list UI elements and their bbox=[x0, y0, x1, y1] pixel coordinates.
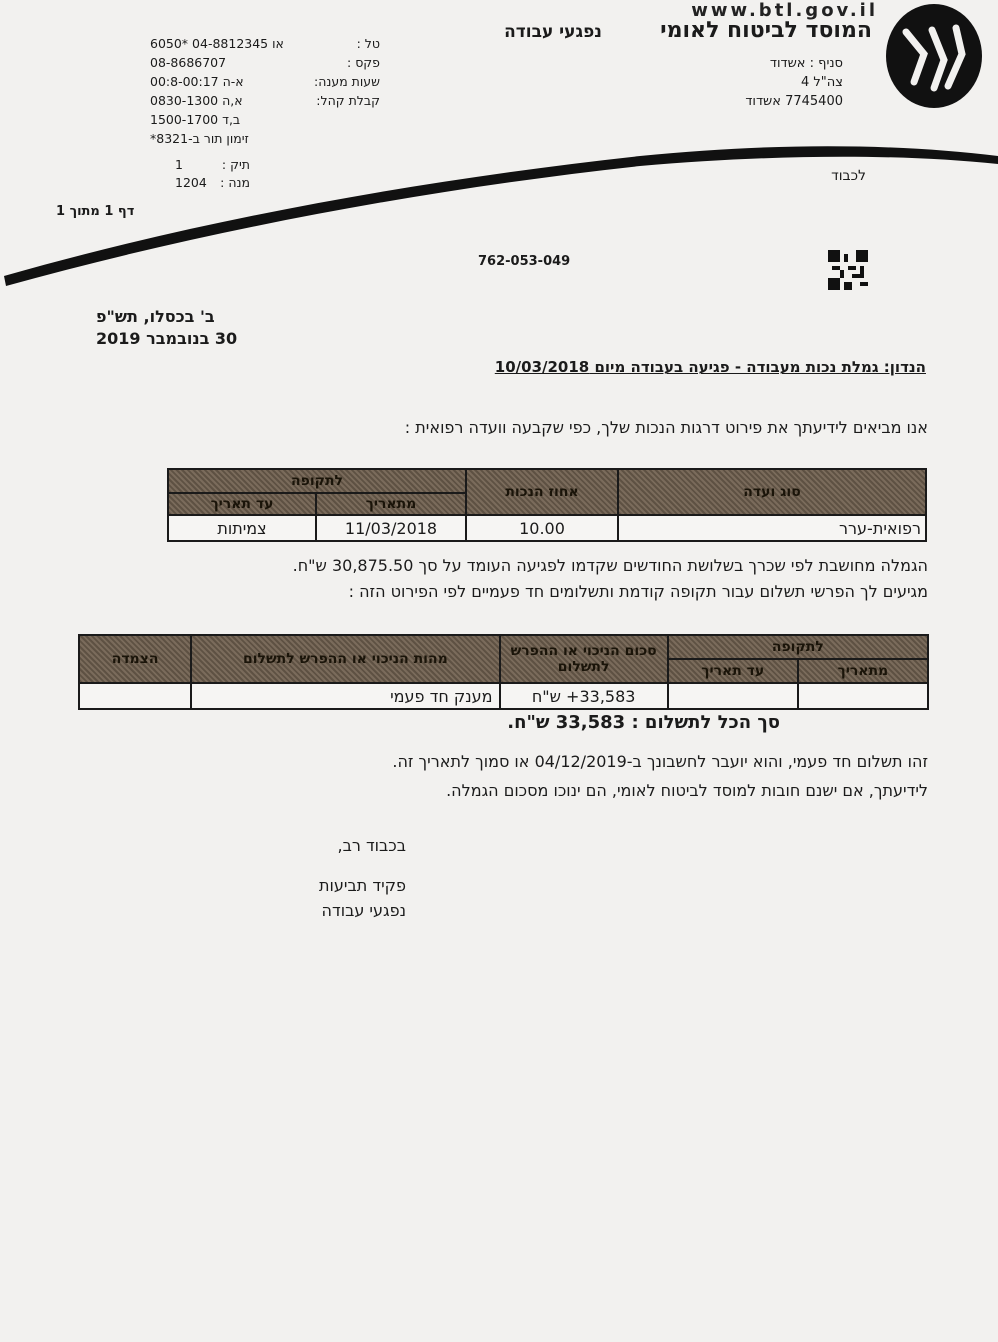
header-amount: סכום הניכוי או ההפרש לתשלום bbox=[500, 635, 668, 683]
letter-dates bbox=[96, 306, 237, 350]
file-value: 1 bbox=[175, 157, 183, 172]
debts-notice-text: לידיעתך, אם ישנם חובות למוסד לביטוח לאומי, הם ינוכו מסכום הגמלה. bbox=[446, 781, 928, 800]
contact-label: קבלת קהל: bbox=[316, 93, 380, 108]
contact-label: טל : bbox=[356, 36, 380, 51]
contact-value: א-ה 00:8-00:17 bbox=[150, 74, 244, 89]
department-name: נפגעי עבודה bbox=[504, 22, 602, 42]
contact-value: א,ה 0830-1300 bbox=[150, 93, 243, 108]
closing-text: בכבוד רב, bbox=[337, 836, 406, 855]
cell-to-date bbox=[668, 683, 798, 709]
recipient-salutation: לכבוד bbox=[831, 168, 866, 184]
salary-basis-text: הגמלה מחושבת לפי שכרך בשלושת החודשים שקדמו לפגיעה העומד על סך 30,875.50 ש"ח. bbox=[292, 556, 928, 575]
qr-code-icon bbox=[828, 250, 868, 290]
cell-to-date: צמיתות bbox=[168, 515, 316, 541]
contact-value: ב,ד 1500-1700 bbox=[150, 112, 241, 127]
contact-row bbox=[150, 53, 380, 72]
cell-percent: 10.00 bbox=[466, 515, 618, 541]
contact-value: זימון תור ב-8321* bbox=[150, 131, 249, 146]
cell-amount: 33,583+ ש"ח bbox=[500, 683, 668, 709]
branch-line: 7745400 אשדוד bbox=[745, 94, 843, 109]
header-period: לתקופה bbox=[168, 469, 466, 493]
header-committee-type: סוג ועדה bbox=[618, 469, 926, 515]
org-name: המוסד לביטוח לאומי bbox=[660, 18, 872, 43]
gregorian-date: 30 בנובמבר 2019 bbox=[96, 329, 238, 348]
table-row bbox=[79, 683, 928, 709]
payment-date-text: זהו תשלום חד פעמי, והוא יועבר לחשבונך ב-04/12/2019 או סמוך לתאריך זה. bbox=[392, 752, 928, 771]
header-percent: אחוז הנכות bbox=[466, 469, 618, 515]
btl-logo-icon bbox=[884, 2, 984, 110]
branch-address bbox=[745, 54, 843, 111]
disability-table bbox=[167, 468, 927, 542]
cell-from-date: 11/03/2018 bbox=[316, 515, 466, 541]
contact-row bbox=[150, 91, 380, 110]
cell-nature: מענק חד פעמי bbox=[191, 683, 499, 709]
contact-row bbox=[150, 34, 380, 53]
cell-committee-type: רפואית-ערר bbox=[618, 515, 926, 541]
table-row bbox=[168, 515, 926, 541]
header-nature: מהות הניכוי או ההפרש לתשלום bbox=[191, 635, 499, 683]
signer-department: נפגעי עבודה bbox=[321, 901, 406, 920]
signer-title: פקיד תביעות bbox=[319, 876, 406, 895]
contact-row bbox=[150, 72, 380, 91]
branch-line: צה"ל 4 bbox=[801, 75, 843, 90]
website-url: www.btl.gov.il bbox=[691, 0, 878, 21]
intro-text: אנו מביאים לידיעתך את פירוט דרגות הנכות שלך, כפי שקבעה וועדה רפואית : bbox=[404, 418, 928, 437]
cell-linkage bbox=[79, 683, 191, 709]
file-value: 1204 bbox=[175, 175, 207, 190]
cell-from-date bbox=[798, 683, 928, 709]
header-to-date: עד תאריך bbox=[168, 493, 316, 515]
header-from-date: מתאריך bbox=[316, 493, 466, 515]
page-number: דף 1 מתוך 1 bbox=[56, 204, 135, 219]
letter-subject: הנדון: גמלת נכות מעבודה - פגיעה בעבודה מיום 10/03/2018 bbox=[494, 358, 926, 376]
branch-line: סניף : אשדוד bbox=[769, 56, 843, 71]
hebrew-date: ב' בכסלו, תש"פ bbox=[96, 307, 215, 326]
contact-label: שעות מענה: bbox=[314, 74, 380, 89]
total-payment: סך הכל לתשלום : 33,583 ש"ח. bbox=[507, 712, 780, 733]
contact-label: פקס : bbox=[347, 55, 380, 70]
contact-value: 08-8686707 bbox=[150, 55, 227, 70]
header-period: לתקופה bbox=[668, 635, 928, 659]
reference-number: 762-053-049 bbox=[478, 254, 571, 269]
differences-intro-text: מגיעים לך הפרשי תשלום עבור תקופה קודמת ותשלומים חד פעמיים לפי הפירוט הזה : bbox=[348, 582, 928, 601]
file-label: תיק : bbox=[221, 157, 250, 172]
contact-value: 6050* או 04-8812345 bbox=[150, 36, 284, 51]
payments-table bbox=[78, 634, 929, 710]
header-to-date: עד תאריך bbox=[668, 659, 798, 683]
file-label: מנה : bbox=[220, 175, 250, 190]
header-linkage: הצמדה bbox=[79, 635, 191, 683]
header-from-date: מתאריך bbox=[798, 659, 928, 683]
